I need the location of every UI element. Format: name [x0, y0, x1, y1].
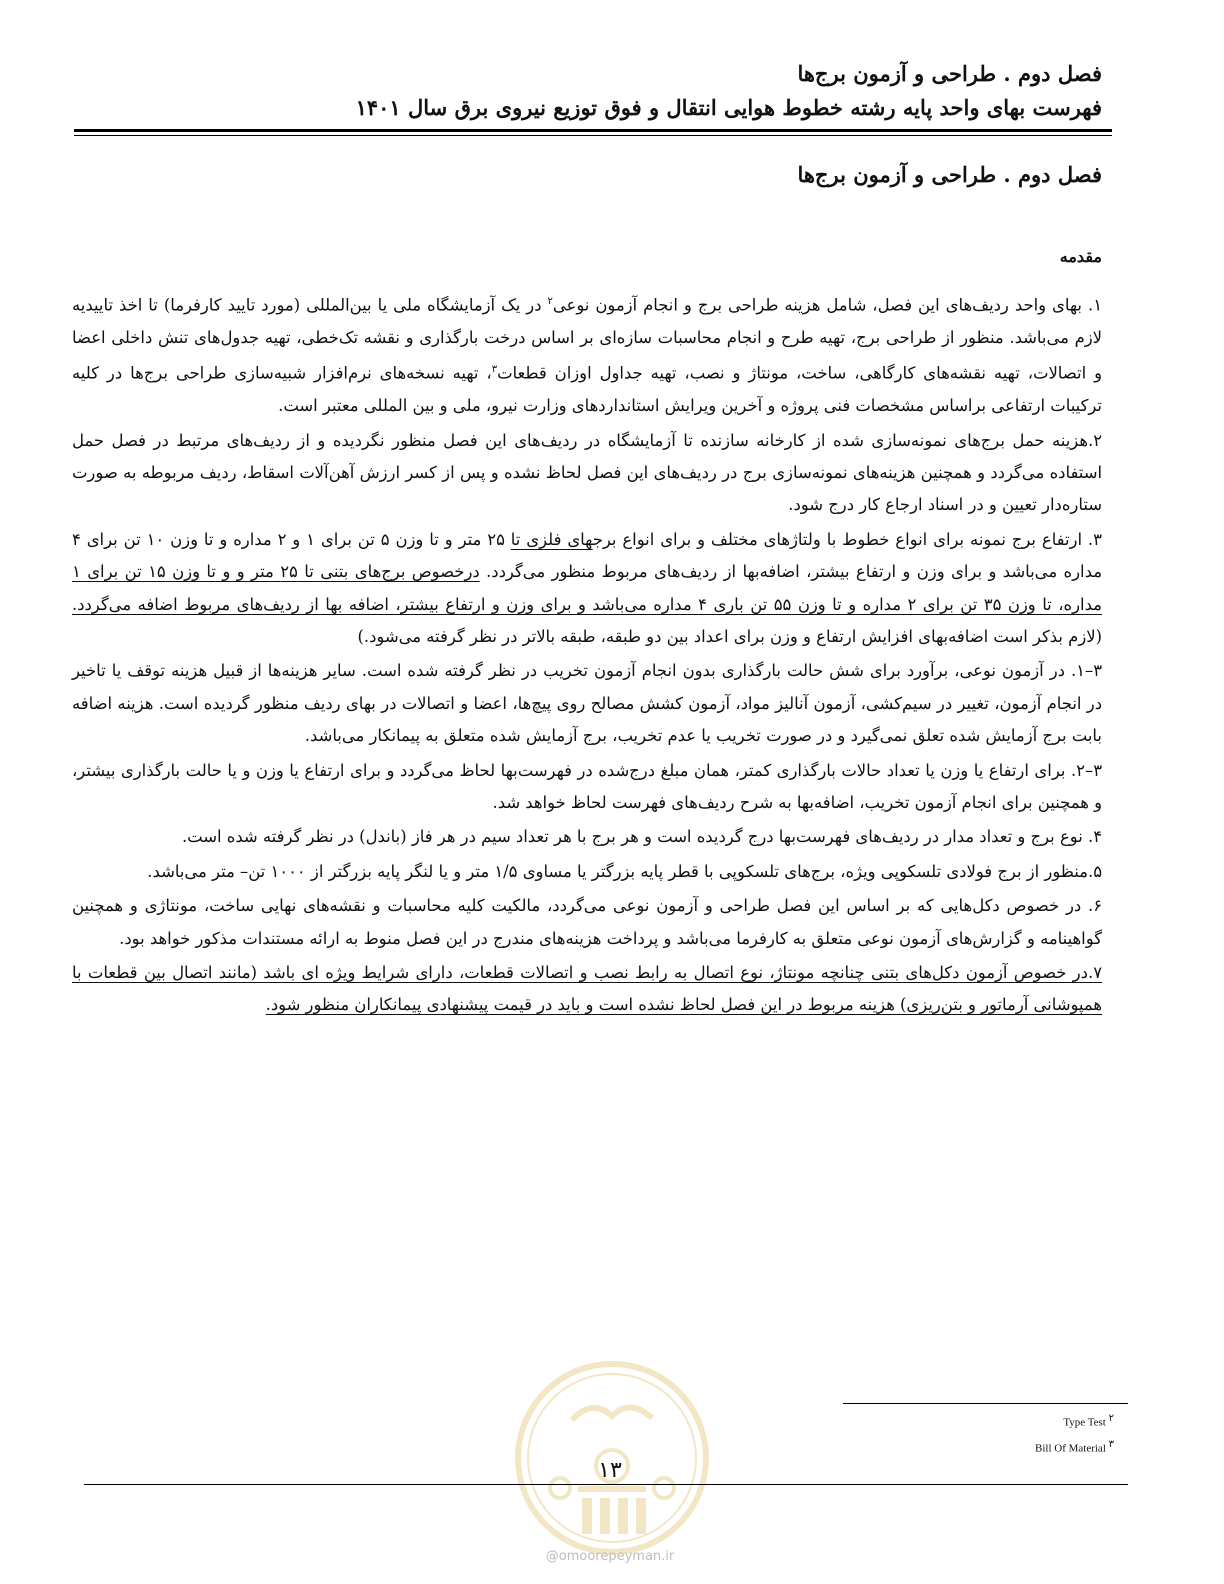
- paragraph-3-underline-1: های فلزی تا: [510, 529, 593, 549]
- paragraph-2: ۲.هزینه حمل برج‌های نمونه‌سازی شده از کارخانه سازنده تا آزمایشگاه در ردیف‌های این فصل منظور نگردیده و از ردیف‌های مرتبط در فصل حمل استفاده می‌گردد و همچنین هزینه‌های نمونه‌سازی برج در ردیف‌های این فصل لحاظ نشده و پس از کسر ارزش آهن‌آلات اسقاط، ردیف مربوطه به صورت ستاره‌دار تعیین و در اسناد ارجاع کار درج شود.: [72, 430, 1102, 515]
- chapter-title: فصل دوم . طراحی و آزمون برج‌ها: [797, 162, 1102, 187]
- paragraph-6: ۶. در خصوص دکل‌هایی که بر اساس این فصل طراحی و آزمون نوعی می‌گردد، مالکیت کلیه محاسبات و نقشه‌های نهایی ساخت، مونتاژی و همچنین گواهینامه و گزارش‌های آزمون نوعی متعلق به کارفرما می‌باشد و پرداخت هزینه‌های مندرج در این فصل منوط به ارائه مستندات مذکور خواهد بود.: [72, 896, 1102, 948]
- paragraph-3-2: ۳–۲. برای ارتفاع یا وزن یا تعداد حالات بارگذاری کمتر، همان مبلغ درج‌شده در فهرست‌بها لحاظ می‌گردد و برای ارتفاع یا وزن و یا حالت بارگذاری بیشتر، و همچنین برای انجام آزمون تخریب، اضافه‌بها به شرح ردیف‌های فهرست لحاظ خواهد شد.: [72, 760, 1102, 813]
- page-number: ۱۳: [598, 1458, 622, 1483]
- paragraph-4: ۴. نوع برج و تعداد مدار در ردیف‌های فهرست‌بها درج گردیده است و هر برج با هر تعداد سیم در هر فاز (باندل) در نظر گرفته شده است.: [181, 827, 1102, 847]
- paragraph-5: ۵.منظور از برج فولادی تلسکوپی ویژه، برج‌های تلسکوپی با قطر پایه بزرگتر یا مساوی ۱/۵ متر و یا لنگر پایه بزرگتر از ۱۰۰۰ تن– متر می‌باشد.: [147, 861, 1102, 881]
- footnotes: [854, 1408, 1114, 1459]
- paragraph-3-1: ۳–۱. در آزمون نوعی، برآورد برای شش حالت بارگذاری بدون انجام آزمون تخریب در نظر گرفته شده است. سایر هزینه‌ها از قبیل هزینه توقف یا تاخیر در انجام آزمون، تغییر در سیم‌کشی، آزمون آنالیز مواد، آزمون کشش مصالح روی پیچ‌ها، اعضا و اتصالات در بهای ردیف منظور گردیده است. هزینه اضافه بابت برج آزمایش شده تعلق نمی‌گیرد و در صورت تخریب یا عدم تخریب، برج آزمایش شده متعلق به پیمانکار می‌باشد.: [72, 661, 1102, 746]
- paragraph-3-underline-2: درخصوص برج‌های بتنی تا ۲۵ متر و و تا وزن ۱۵ تن برای ۱ مداره، تا وزن ۳۵ تن برای ۲ مداره و تا وزن ۵۵ تن باری ۴ مداره می‌باشد و برای وزن و ارتفاع بیشتر، اضافه بها از ردیف‌های مربوط اضافه می‌گردد.: [72, 562, 1102, 614]
- paragraph-3: [72, 524, 1102, 654]
- paragraph-1: [72, 286, 1102, 423]
- footer-rule: [84, 1484, 1128, 1485]
- footnote-2-number: ۲: [1108, 1413, 1114, 1424]
- footnote-2: [854, 1408, 1114, 1434]
- footnote-rule: [843, 1403, 1128, 1404]
- watermark-url: @omoorepeyman.ir: [545, 1549, 675, 1564]
- footnote-ref-2: ۲: [547, 296, 553, 307]
- paragraph-3-text-a: ۳. ارتفاع برج نمونه برای انواع خطوط با ولتاژهای مختلف و برای انواع برج: [592, 529, 1102, 549]
- paragraph-7: [72, 957, 1102, 1022]
- footnote-ref-3: ۳: [491, 364, 498, 376]
- footnote-3-text: Bill Of Material: [1035, 1442, 1106, 1455]
- header-rule-thick: [74, 129, 1112, 132]
- body-text: [72, 286, 1102, 1024]
- header-chapter: فصل دوم . طراحی و آزمون برج‌ها: [797, 61, 1102, 86]
- paragraph-1-text-a: ۱. بهای واحد ردیف‌های این فصل، شامل هزینه طراحی برج و انجام آزمون نوعی: [552, 295, 1102, 315]
- footnote-3-number: ۳: [1108, 1438, 1114, 1450]
- intro-heading: مقدمه: [1059, 247, 1102, 266]
- paragraph-7-text: ۷.در خصوص آزمون دکل‌های بتنی چنانچه مونتاژ، نوع اتصال به رابط نصب و اتصالات قطعات، دارای شرایط ویژه ای باشد (مانند اتصال بین قطعات با همپوشانی آرماتور و بتن‌ریزی) هزینه مربوط در این فصل لحاظ نشده است و باید در قیمت پیشنهادی پیمانکاران منظور شود.: [72, 963, 1102, 1015]
- paragraph-1-text-c: ، تهیه نسخه‌های نرم‌افزار شبیه‌سازی طراحی برج‌ها در کلیه ترکیبات ارتفاعی براساس مشخصات فنی پروژه و آخرین ویرایش استانداردهای وزارت نیرو، ملی و بین المللی معتبر است.: [72, 363, 1102, 416]
- header-document-title: فهرست بهای واحد پایه رشته خطوط هوایی انتقال و فوق توزیع نیروی برق سال ۱۴۰۱: [355, 95, 1102, 120]
- footnote-3: [854, 1434, 1114, 1460]
- header-rule-thin: [74, 135, 1112, 136]
- footnote-2-text: Type Test: [1063, 1416, 1106, 1429]
- paragraph-3-text-b: ۲۵ متر و تا وزن ۵ تن برای ۱ و ۲ مداره و تا وزن ۱۰ تن برای ۴ مداره می‌باشد و برای وزن و ارتفاع بیشتر، اضافه‌بها از ردیف‌های مربوط منظور می‌گردد.: [72, 529, 1102, 582]
- paragraph-1-text-b: در یک آزمایشگاه ملی یا بین‌المللی (مورد تایید کارفرما) تا اخذ تاییدیه لازم می‌باشد. منظور از طراحی برج، تهیه طرح و انجام محاسبات سازه‌ای بر اساس درخت بارگذاری و نقشه تک‌خطی، تهیه جدول‌های تنش داخلی اعضا و اتصالات، تهیه نقشه‌های کارگاهی، ساخت، مونتاژ و نصب، تهیه جداول اوزان قطعات: [72, 295, 1102, 383]
- running-header: [62, 58, 1102, 126]
- paragraph-3-text-c: (لازم بذکر است اضافه‌بهای افزایش ارتفاع و وزن برای اعداد بین دو طبقه، طبقه بالاتر در نظر گرفته می‌شود.): [357, 627, 1102, 646]
